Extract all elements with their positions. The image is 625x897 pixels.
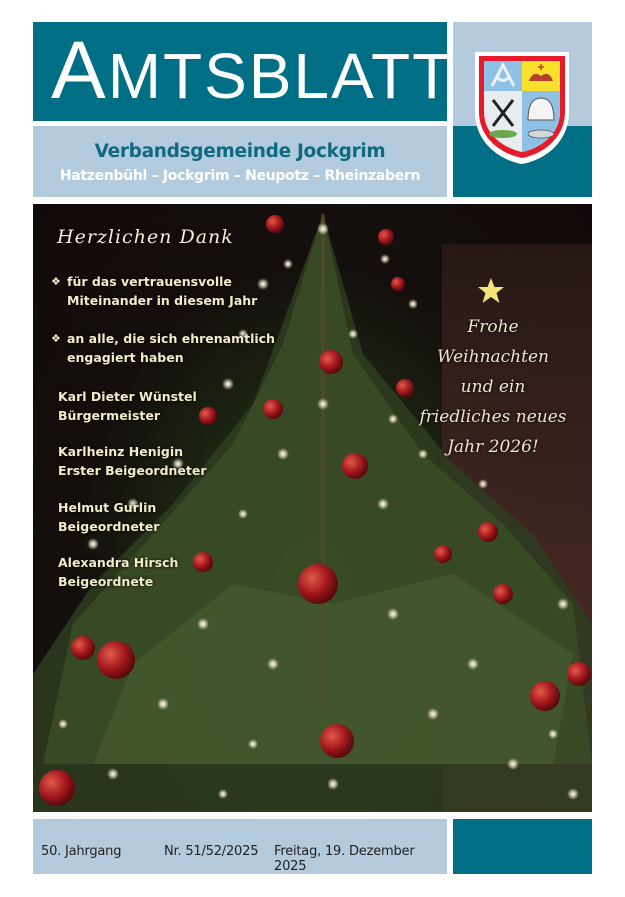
signatory <box>58 387 197 425</box>
star-icon <box>476 276 506 306</box>
issue-date: Freitag, 19. Dezember 2025 <box>274 844 415 874</box>
title-rest: MTSBLATT <box>107 40 454 112</box>
coat-of-arms-icon <box>473 50 571 166</box>
municipalities-list: Hatzenbühl – Jockgrim – Neupotz – Rheinzabern <box>59 168 421 184</box>
title-initial: A <box>51 25 108 116</box>
signatory <box>58 553 178 591</box>
title-banner <box>33 22 454 121</box>
signatory-role: Beigeordnete <box>58 574 154 589</box>
thanks-heading: Herzlichen Dank <box>57 226 234 248</box>
christmas-tree-photo <box>33 204 592 812</box>
signatory <box>58 498 159 536</box>
signatory-name: Alexandra Hirsch <box>58 555 179 570</box>
thanks-bullet: ❖ an alle, die sich ehrenamtlich engagiert haben <box>51 331 275 365</box>
signatory-role: Erster Beigeordneter <box>58 463 207 478</box>
signatory-name: Karlheinz Henigin <box>58 444 184 459</box>
footer-accent-block <box>453 819 592 874</box>
signatory-role: Bürgermeister <box>58 408 161 423</box>
signatory-name: Karl Dieter Wünstel <box>58 389 197 404</box>
christmas-greeting: Frohe Weihnachten und ein friedliches neues Jahr 2026! <box>419 317 567 457</box>
publication-title <box>51 25 454 116</box>
organization-name: Verbandsgemeinde Jockgrim <box>94 141 386 162</box>
signatory <box>58 442 207 480</box>
issue-number: Nr. 51/52/2025 <box>164 844 259 859</box>
issue-info-bar <box>33 819 447 874</box>
signatory-role: Beigeordneter <box>58 519 160 534</box>
signatory-name: Helmut Gurlin <box>58 500 157 515</box>
subtitle-box <box>33 126 447 197</box>
volume-label: 50. Jahrgang <box>41 844 122 859</box>
thanks-bullet: ❖ für das vertrauensvolle Miteinander in diesem Jahr <box>51 274 258 308</box>
diamond-bullet-icon: ❖ <box>51 332 61 345</box>
diamond-bullet-icon: ❖ <box>51 275 61 288</box>
